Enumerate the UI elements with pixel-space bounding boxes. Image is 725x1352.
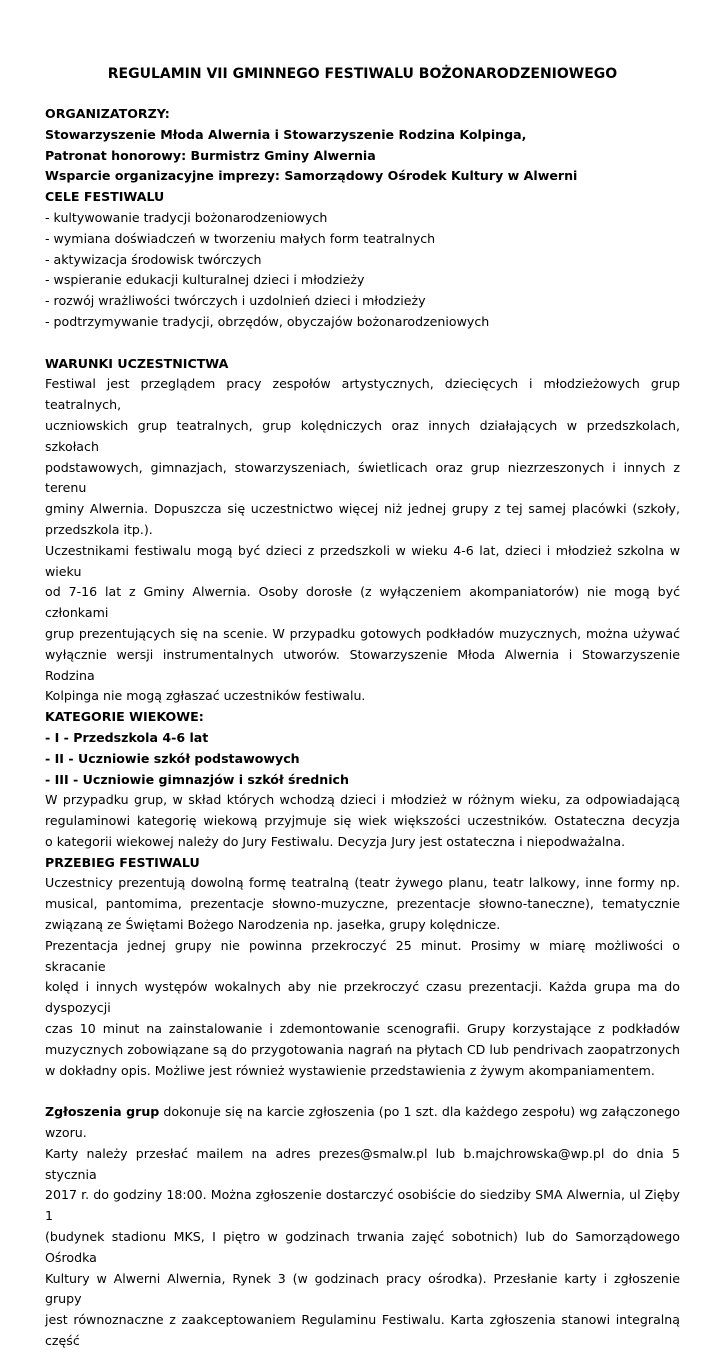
text-line: musical, pantomima, prezentacje słowno-muzyczne, prezentacje słowno-taneczne), tematycznie — [45, 896, 680, 912]
text-line: Uczestnicy prezentują dowolną formę teatralną (teatr żywego planu, teatr lalkowy, inne formy np. — [45, 875, 680, 891]
text-line: Kolpinga nie mogą zgłaszać uczestników festiwalu. — [45, 688, 366, 704]
patronage-line: Patronat honorowy: Burmistrz Gminy Alwernia — [45, 147, 376, 163]
conditions-heading: WARUNKI UCZESTNICTWA — [45, 355, 229, 371]
text-line: czas 10 minut na zainstalowanie i zdemontowanie scenografii. Grupy korzystające z podkładów — [45, 1021, 680, 1037]
text-line: w dokładny opis. Możliwe jest również wystawienie przedstawienia z żywym akompaniamentem. — [45, 1062, 655, 1078]
text-line: muzycznych zobowiązane są do przygotowania nagrań na płytach CD lub pendrivach zaopatrzonych — [45, 1041, 680, 1057]
document-title: REGULAMIN VII GMINNEGO FESTIWALU BOŻONARODZENIOWEGO — [107, 66, 618, 82]
category-item: - I - Przedszkola 4-6 lat — [45, 729, 209, 745]
goals-heading: CELE FESTIWALU — [45, 189, 165, 205]
goal-item: - podtrzymywanie tradycji, obrzędów, obyczajów bożonarodzeniowych — [45, 313, 490, 329]
goal-item: - wymiana doświadczeń w tworzeniu małych form teatralnych — [45, 230, 436, 246]
text-line: jest równoznaczne z zaakceptowaniem Regulaminu Festiwalu. Karta zgłoszenia stanowi integralną część — [45, 1312, 680, 1349]
text-line: o kategorii wiekowej należy do Jury Festiwalu. Decyzja Jury jest ostateczna i niepodważalna. — [45, 833, 626, 849]
text-line: (budynek stadionu MKS, I piętro w godzinach trwania zajęć sobotnich) lub do Samorządowego Ośrodka — [45, 1229, 680, 1265]
conditions-section — [45, 354, 680, 708]
category-item: - II - Uczniowie szkół podstawowych — [45, 750, 300, 766]
text-line: uczniowskich grup teatralnych, grup kolędniczych oraz innych działających w przedszkolach, szkołach — [45, 417, 680, 454]
categories-heading: KATEGORIE WIEKOWE: — [45, 709, 204, 725]
text-line: wyłącznie wersji instrumentalnych utworów. Stowarzyszenie Młoda Alwernia i Stowarzyszenie Rodzina — [45, 646, 680, 683]
text-line: związaną ze Świętami Bożego Narodzenia np. jasełka, grupy kolędnicze. — [45, 917, 501, 933]
text-line: regulaminowi kategorię wiekową przyjmuje się wiek większości uczestników. Ostateczna decyzja — [45, 813, 680, 829]
organizers-section — [45, 104, 680, 187]
text-line: Karty należy przesłać mailem na adres prezes@smalw.pl lub b.majchrowska@wp.pl do dnia 5 stycznia — [45, 1145, 680, 1182]
spacer — [45, 333, 680, 354]
applications-section — [45, 1102, 680, 1352]
text-line: grup prezentujących się na scenie. W przypadku gotowych podkładów muzycznych, można używać — [45, 625, 680, 641]
text-line: Uczestnikami festiwalu mogą być dzieci z przedszkoli w wieku 4-6 lat, dzieci i młodzież szkolna w wieku — [45, 542, 680, 579]
organizers-heading: ORGANIZATORZY: — [45, 106, 170, 121]
conditions-paragraph-1 — [45, 374, 680, 540]
goal-item: - aktywizacja środowisk twórczych — [45, 251, 262, 267]
text-line: W przypadku grup, w skład których wchodzą dzieci i młodzież w różnym wieku, za odpowiadającą — [45, 792, 680, 808]
text-line: kolęd i innych występów wokalnych aby nie przekroczyć czasu prezentacji. Każda grupa ma do dyspozycji — [45, 979, 680, 1016]
text-line: od 7-16 lat z Gminy Alwernia. Osoby dorosłe (z wyłączeniem akompaniatorów) nie mogą być członkami — [45, 584, 680, 621]
text-line: Kultury w Alwerni Alwernia, Rynek 3 (w godzinach pracy ośrodka). Przesłanie karty i zgłoszenie grupy — [45, 1270, 680, 1307]
categories-section — [45, 707, 680, 853]
applications-first-line — [45, 1102, 680, 1144]
applications-first-rest: dokonuje się na karcie zgłoszenia (po 1 szt. dla każdego zespołu) wg załączonego wzoru. — [45, 1104, 680, 1141]
course-section — [45, 853, 680, 1082]
text-line: przedszkola itp.). — [45, 521, 153, 537]
text-line: gminy Alwernia. Dopuszcza się uczestnictwo więcej niż jednej grupy z tej samej placówki (szkoły, — [45, 501, 680, 517]
organizers-line: Stowarzyszenie Młoda Alwernia i Stowarzyszenie Rodzina Kolpinga, — [45, 126, 527, 142]
goal-item: - wspieranie edukacji kulturalnej dzieci i młodzieży — [45, 272, 365, 288]
applications-lead: Zgłoszenia grup — [45, 1104, 160, 1120]
category-item: - III - Uczniowie gimnazjów i szkół średnich — [45, 771, 349, 787]
text-line: 2017 r. do godziny 18:00. Można zgłoszenie dostarczyć osobiście do siedziby SMA Alwernia, ul Zięby 1 — [45, 1187, 680, 1224]
text-line: podstawowych, gimnazjach, stowarzyszeniach, świetlicach oraz grup niezrzeszonych i innych z terenu — [45, 459, 680, 496]
spacer — [45, 1081, 680, 1102]
conditions-paragraph-2 — [45, 541, 680, 707]
text-line: Prezentacja jednej grupy nie powinna przekroczyć 25 minut. Prosimy w miarę możliwości o skracanie — [45, 937, 680, 974]
support-line: Wsparcie organizacyjne imprezy: Samorządowy Ośrodek Kultury w Alwerni — [45, 168, 578, 184]
course-heading: PRZEBIEG FESTIWALU — [45, 854, 200, 870]
goal-item: - kultywowanie tradycji bożonarodzeniowych — [45, 209, 328, 225]
text-line: Festiwal jest przeglądem pracy zespołów artystycznych, dziecięcych i młodzieżowych grup teatralnych, — [45, 376, 680, 413]
goals-section — [45, 187, 680, 333]
goal-item: - rozwój wrażliwości twórczych i uzdolnień dzieci i młodzieży — [45, 293, 426, 309]
